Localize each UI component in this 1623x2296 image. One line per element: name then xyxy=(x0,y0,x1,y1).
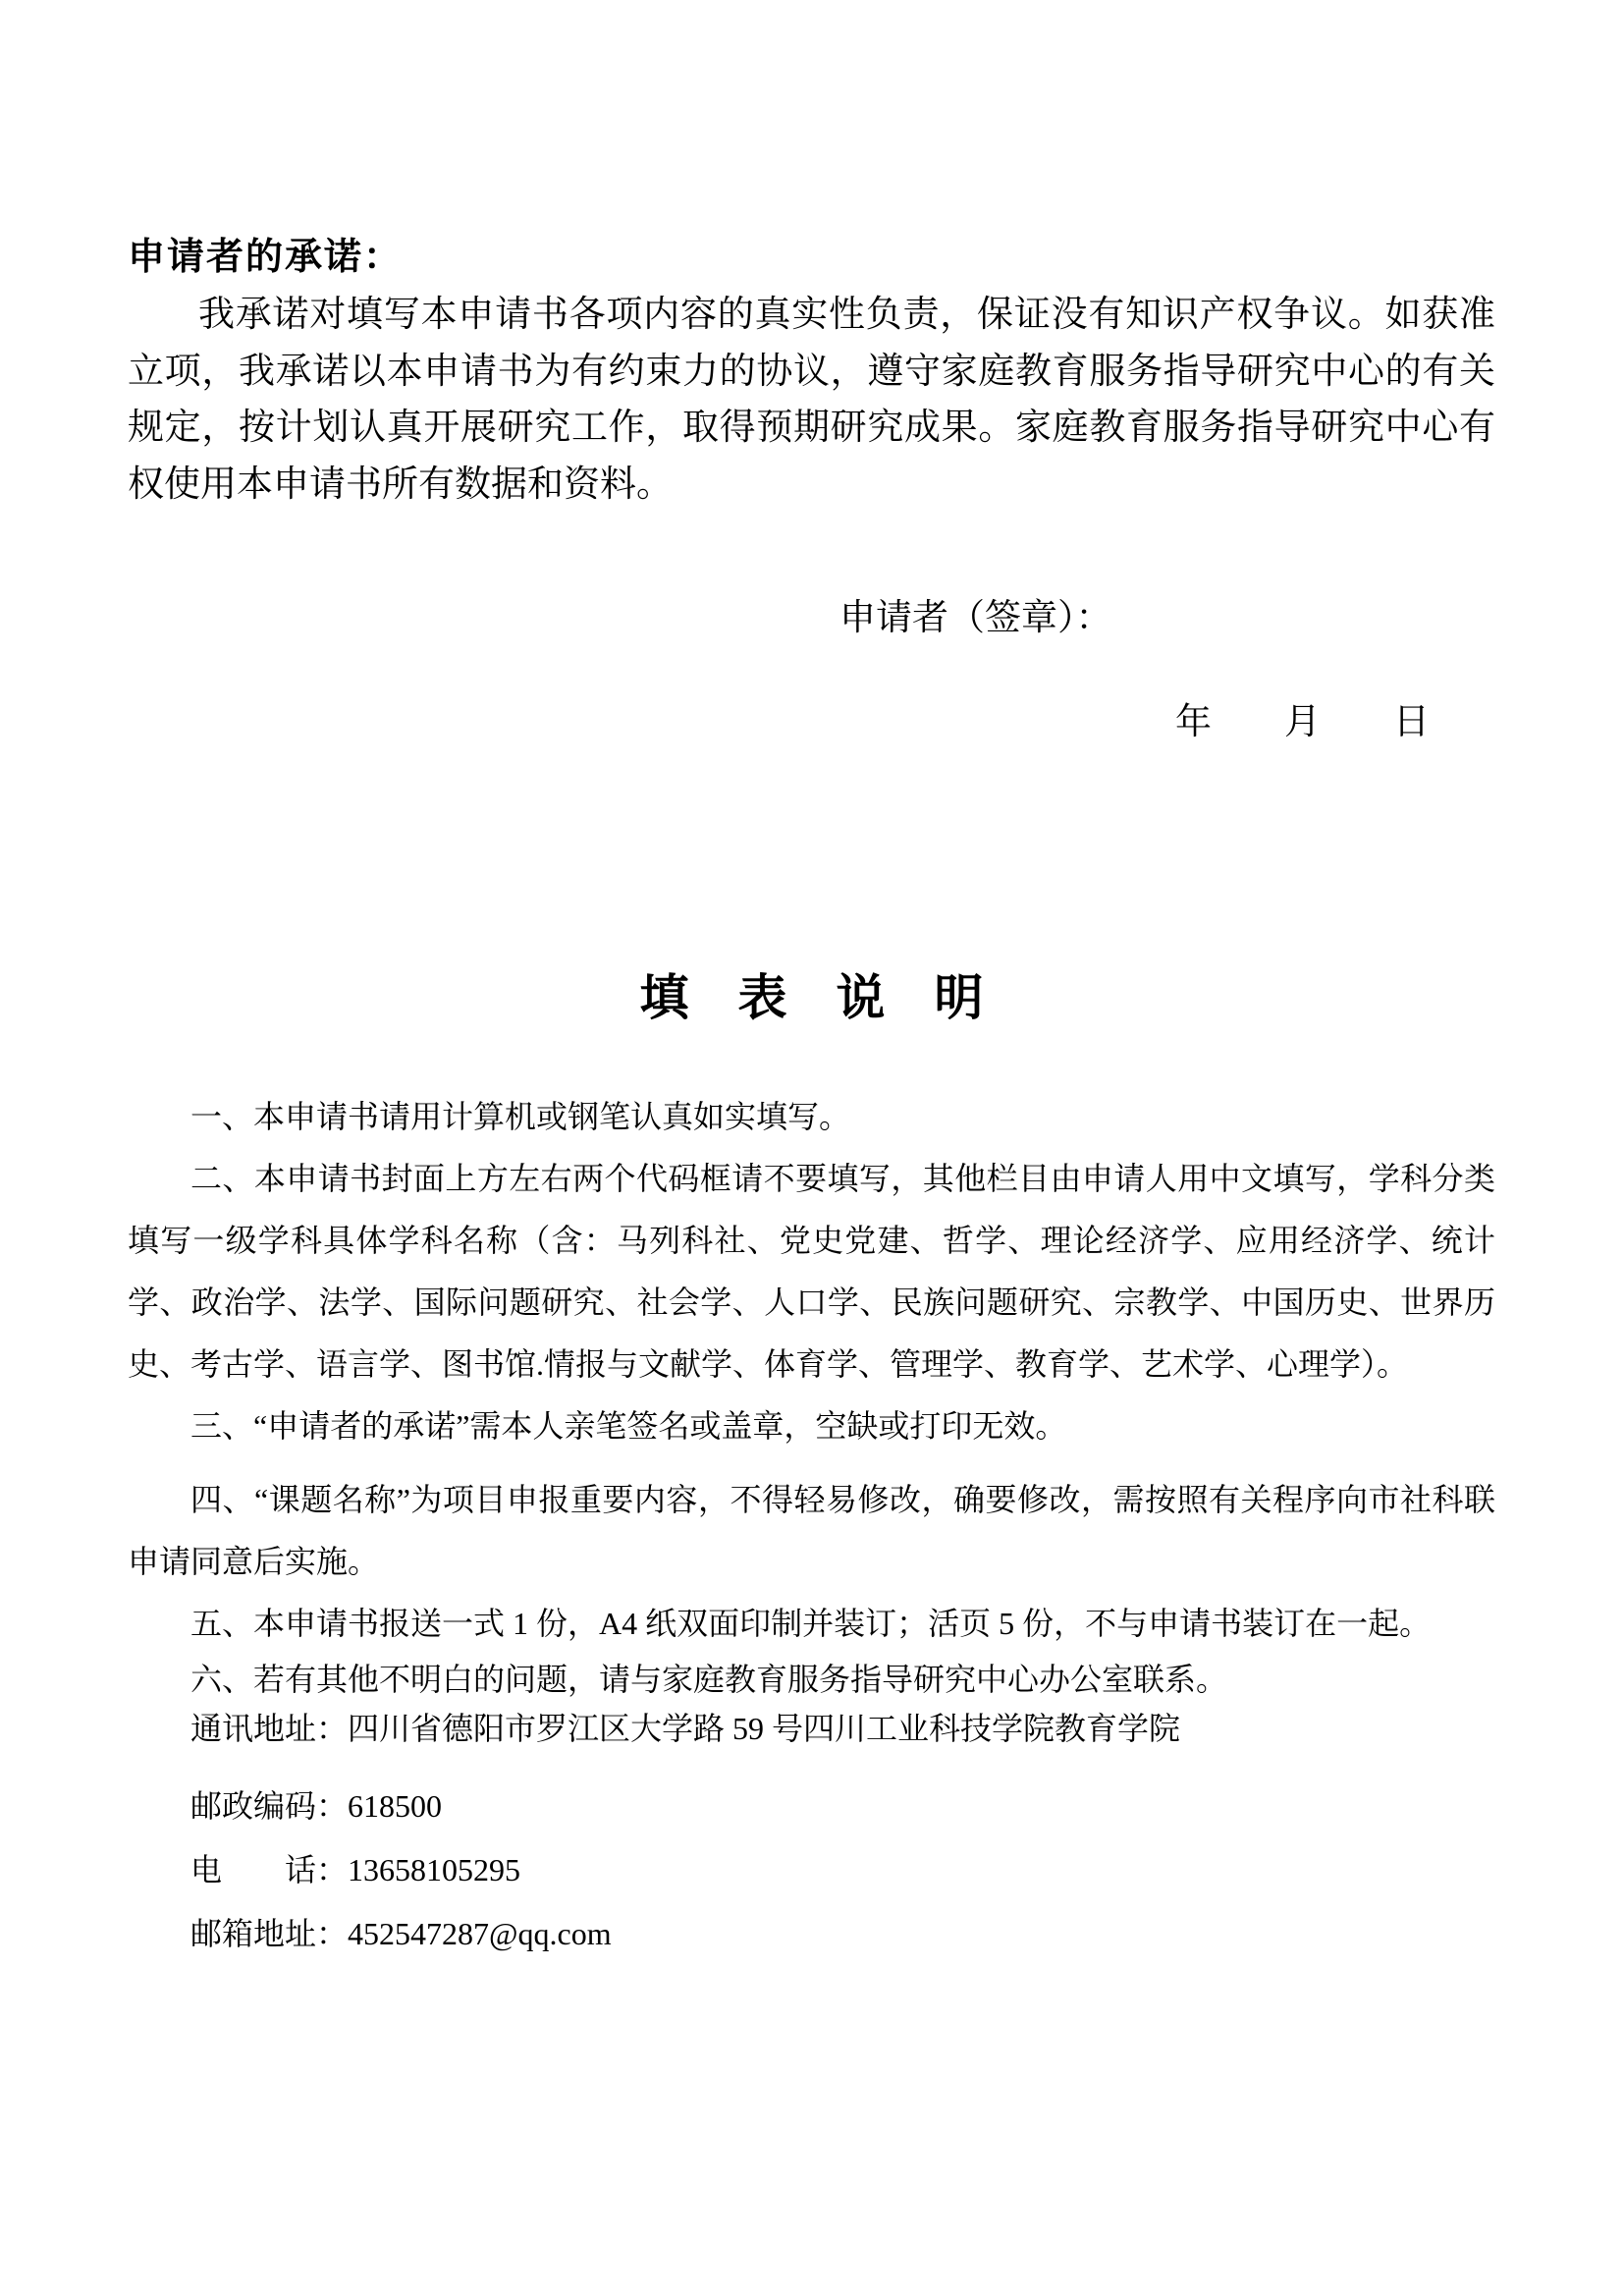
instruction-item-4: 四、“课题名称”为项目申报重要内容，不得轻易修改，确要修改，需按照有关程序向市社科联申请同意后实施。 xyxy=(128,1482,1495,1579)
contact-postal-label: 邮政编码： xyxy=(190,1788,349,1824)
instructions-title: 填 表 说 明 xyxy=(639,970,984,1025)
contact-phone-value: 13658105295 xyxy=(348,1852,521,1887)
contact-email-value: 452547287@qq.com xyxy=(348,1916,612,1951)
contact-phone-label: 电 话： xyxy=(190,1852,349,1887)
date-blank-line: 年 月 日 xyxy=(1175,702,1430,742)
commitment-body-paragraph: 我承诺对填写本申请书各项内容的真实性负责，保证没有知识产权争议。如获准立项，我承诺以本申请书为有约束力的协议，遵守家庭教育服务指导研究中心的有关规定，按计划认真开展研究工作，取得预期研究成果。家庭教育服务指导研究中心有权使用本申请书所有数据和资料。 xyxy=(128,295,1495,505)
contact-postal-line xyxy=(128,1775,1495,1838)
instructions-list xyxy=(128,1086,1495,1966)
instruction-item-1: 一、本申请书请用计算机或钢笔认真如实填写。 xyxy=(190,1099,851,1134)
contact-email-line xyxy=(128,1902,1495,1966)
contact-address-line xyxy=(128,1704,1495,1753)
contact-phone-line xyxy=(128,1838,1495,1902)
instruction-item-2: 二、本申请书封面上方左右两个代码框请不要填写，其他栏目由申请人用中文填写，学科分类填写一级学科具体学科名称（含：马列科社、党史党建、哲学、理论经济学、应用经济学、统计学、政治学、法学、国际问题研究、社会学、人口学、民族问题研究、宗教学、中国历史、世界历史、考古学、语言学、图书馆.情报与文献学、体育学、管理学、教育学、艺术学、心理学）。 xyxy=(128,1161,1495,1382)
contact-address-value: 四川省德阳市罗江区大学路 59 号四川工业科技学院教育学院 xyxy=(348,1711,1181,1746)
commitment-heading: 申请者的承诺： xyxy=(128,237,404,278)
contact-address-label: 通讯地址： xyxy=(190,1711,349,1746)
signature-label: 申请者（签章）： xyxy=(839,598,1112,638)
instruction-item-6: 六、若有其他不明白的问题，请与家庭教育服务指导研究中心办公室联系。 xyxy=(190,1662,1228,1697)
instruction-item-5: 五、本申请书报送一式 1 份，A4 纸双面印制并装订；活页 5 份，不与申请书装订在一起。 xyxy=(190,1606,1432,1641)
contact-postal-value: 618500 xyxy=(348,1788,443,1824)
contact-email-label: 邮箱地址： xyxy=(190,1916,349,1951)
instruction-item-3: 三、“申请者的承诺”需本人亲笔签名或盖章，空缺或打印无效。 xyxy=(190,1408,1067,1444)
